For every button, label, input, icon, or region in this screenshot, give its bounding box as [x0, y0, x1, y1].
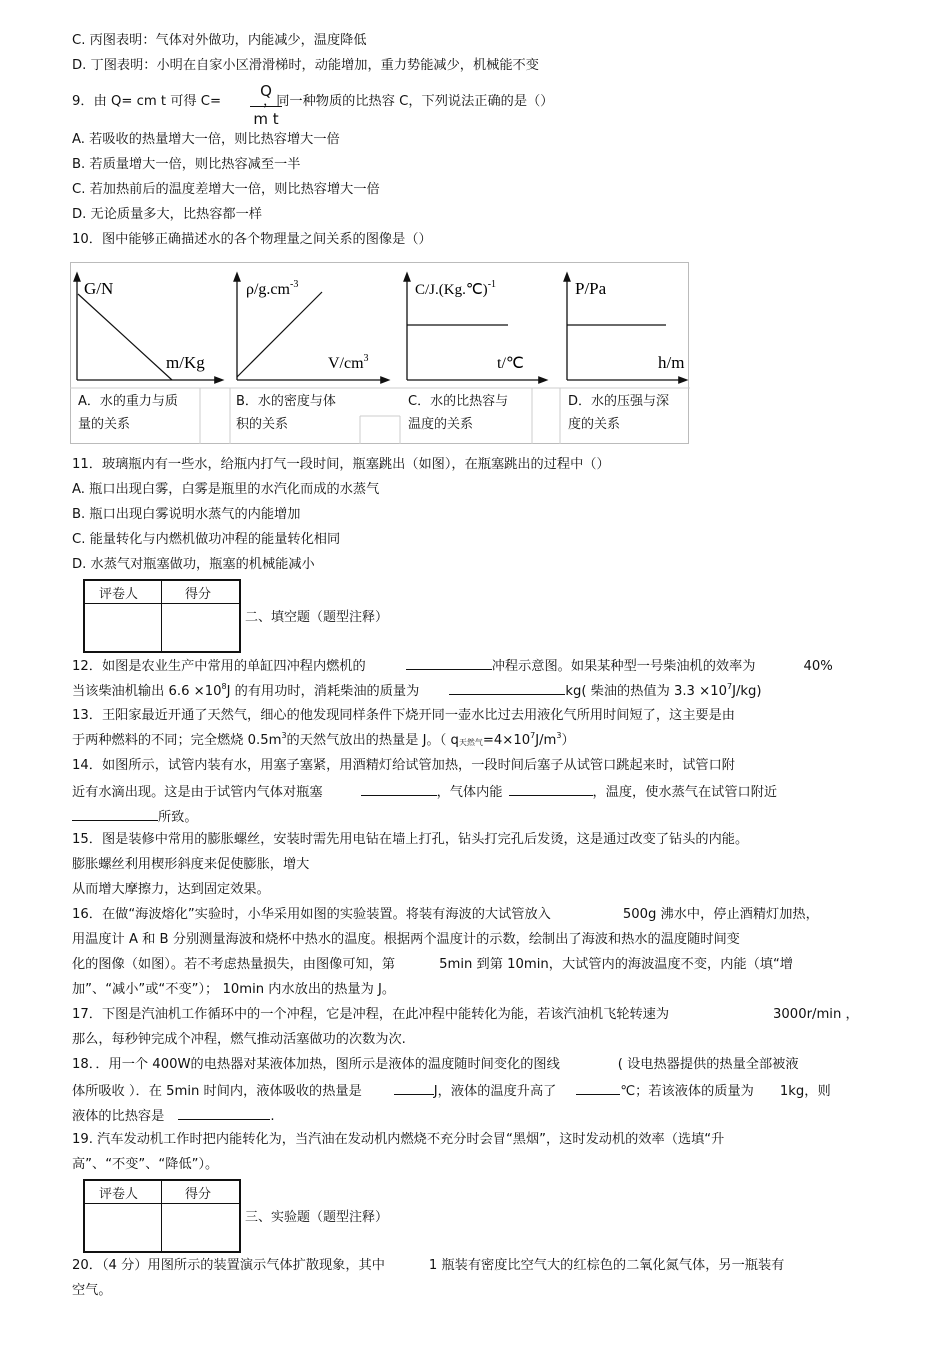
graph-b-xlabel: $V/cm^3$ — [328, 353, 369, 372]
question-18-cont: 液体的比热容是 . — [72, 1106, 275, 1126]
section-title-experiment: 三、实验题（题型注释） — [245, 1210, 389, 1225]
question-14: 14．如图所示，试管内装有水，用塞子塞紧，用酒精灯给试管加热，一段时间后塞子从试管口跳起来时，试管口附 — [72, 758, 735, 773]
question-15-cont: 膨胀螺丝利用楔形斜度来促使膨胀，增大 — [72, 857, 310, 872]
graph-d-caption: D．水的压强与深 度的关系 — [568, 394, 670, 432]
question-13: 13．王阳家最近开通了天然气，细心的他发现同样条件下烧开同一壶水比过去用液化气所用时间短了，这主要是由 — [72, 708, 735, 723]
formula-numerator: Q — [260, 82, 272, 100]
score-table-score: 得分 — [185, 587, 212, 602]
option-line: D. 无论质量多大，比热容都一样 — [72, 207, 262, 222]
option-line: A. 若吸收的热量增大一倍，则比热容增大一倍 — [72, 132, 340, 147]
question-16-cont: 加”、“减小”或“不变”）； 10min 内水放出的热量为 J。 — [72, 982, 396, 997]
option-line: A. 瓶口出现白雾，白雾是瓶里的水汽化而成的水蒸气 — [72, 482, 380, 497]
question-16-cont: 化的图像（如图）。若不考虑热量损失，由图像可知，第 5min 到第 10min，大试管内的海波温度不变，内能（填“增 — [72, 957, 793, 972]
question-18: 18．．用一个 400W的电热器对某液体加热，图所示是液体的温度随时间变化的图线 ( 设电热器提供的热量全部被液 — [72, 1057, 799, 1072]
question-11: 11．玻璃瓶内有一些水，给瓶内打气一段时间，瓶塞跳出（如图），在瓶塞跳出的过程中（） — [72, 457, 610, 472]
graph-c-ylabel: C/J.(Kg.℃)$^{-1}$ — [415, 279, 497, 298]
question-14-cont: 所致。 — [72, 807, 198, 827]
option-line: D. 水蒸气对瓶塞做功，瓶塞的机械能减小 — [72, 557, 315, 572]
question-12: 12．如图是农业生产中常用的单缸四冲程内燃机的 冲程示意图。如果某种型一号柴油机的效率为 40% — [72, 656, 833, 676]
question-17-cont: 那么，每秒钟完成个冲程，燃气推动活塞做功的次数为次. — [72, 1032, 406, 1047]
graph-c-caption: C．水的比热容与 温度的关系 — [408, 394, 509, 432]
question-13-cont: 于两种燃料的不同；完全燃烧 $0.5m^3$的天然气放出的热量是 J。（ $q_{天然气}=4\times 10^7J/m^3$） — [72, 731, 575, 748]
graph-a-xlabel: m/Kg — [166, 353, 205, 372]
graph-d-xlabel: h/m — [658, 353, 685, 372]
question-15: 15．图是装修中常用的膨胀螺丝，安装时需先用电钻在墙上打孔，钻头打完孔后发烫，这是通过改变了钻头的内能。 — [72, 832, 749, 847]
graph-b — [237, 274, 388, 380]
question-12-cont: 当该柴油机输出 $6.6 \times 10^8J$ 的有用功时，消耗柴油的质量为 kg( 柴油的热值为 $3.3 \times 10^7J/kg$) — [72, 682, 762, 699]
graph-c — [407, 274, 546, 380]
section-title-fill: 二、填空题（题型注释） — [245, 610, 389, 625]
graph-c-xlabel: t/℃ — [497, 355, 524, 372]
option-line: D. 丁图表明：小明在自家小区滑滑梯时，动能增加，重力势能减少，机械能不变 — [72, 58, 539, 73]
question-18-cont: 体所吸收 ）．在 5min 时间内，液体吸收的热量是 J，液体的温度升高了 ℃；若该液体的质量为 1kg，则 — [72, 1081, 831, 1101]
option-line: C. 能量转化与内燃机做功冲程的能量转化相同 — [72, 532, 341, 547]
graph-a-ylabel: G/N — [84, 279, 114, 298]
question-20-cont: 空气。 — [72, 1283, 112, 1298]
formula-denominator: m t — [253, 110, 279, 128]
option-line: B. 若质量增大一倍，则比热容减至一半 — [72, 157, 301, 172]
option-line: C. 丙图表明：气体对外做功，内能减少，温度降低 — [72, 33, 367, 48]
graph-a-caption: A．水的重力与质 量的关系 — [78, 394, 178, 432]
question-16-cont: 用温度计 A 和 B 分别测量海波和烧杯中热水的温度。根据两个温度计的示数，绘制出了海波和热水的温度随时间变 — [72, 932, 740, 947]
graph-d — [567, 274, 686, 380]
score-table-reviewer: 评卷人 — [99, 587, 139, 602]
question-20: 20．（4 分）用图所示的装置演示气体扩散现象，其中 1 瓶装有密度比空气大的红棕色的二氧化氮气体，另一瓶装有 — [72, 1258, 785, 1273]
graph-b-caption: B．水的密度与体 积的关系 — [236, 394, 336, 432]
question-10: 10．图中能够正确描述水的各个物理量之间关系的图像是（） — [72, 232, 432, 247]
question-9: 9．由 Q= cm t 可得 C= ，同一种物质的比热容 C，下列说法正确的是（） — [72, 94, 554, 109]
score-table — [83, 579, 241, 653]
question-14-cont: 近有水滴出现。这是由于试管内气体对瓶塞 ，气体内能 ，温度，使水蒸气在试管口附近 — [72, 782, 777, 802]
score-table-score: 得分 — [185, 1187, 212, 1202]
graph-figure — [70, 262, 690, 444]
option-line: C. 若加热前后的温度差增大一倍，则比热容增大一倍 — [72, 182, 380, 197]
graph-d-ylabel: P/Pa — [575, 279, 607, 298]
question-15-cont: 从而增大摩擦力，达到固定效果。 — [72, 882, 270, 897]
graph-b-ylabel: $\rho/g.cm^{-3}$ — [246, 279, 299, 298]
question-19: 19. 汽车发动机工作时把内能转化为，当汽油在发动机内燃烧不充分时会冒“黑烟”，这时发动机的效率（选填“升 — [72, 1132, 725, 1147]
option-line: B. 瓶口出现白雾说明水蒸气的内能增加 — [72, 507, 301, 522]
score-table — [83, 1179, 241, 1253]
question-19-cont: 高”、“不变”、“降低”）。 — [72, 1157, 219, 1172]
score-table-reviewer: 评卷人 — [99, 1187, 139, 1202]
graph-a — [77, 274, 222, 380]
question-17: 17．下图是汽油机工作循环中的一个冲程，它是冲程，在此冲程中能转化为能，若该汽油机飞轮转速为 3000r/min ， — [72, 1007, 859, 1022]
question-16: 16．在做“海波熔化”实验时，小华采用如图的实验装置。将装有海波的大试管放入 500g 沸水中，停止酒精灯加热， — [72, 907, 819, 922]
